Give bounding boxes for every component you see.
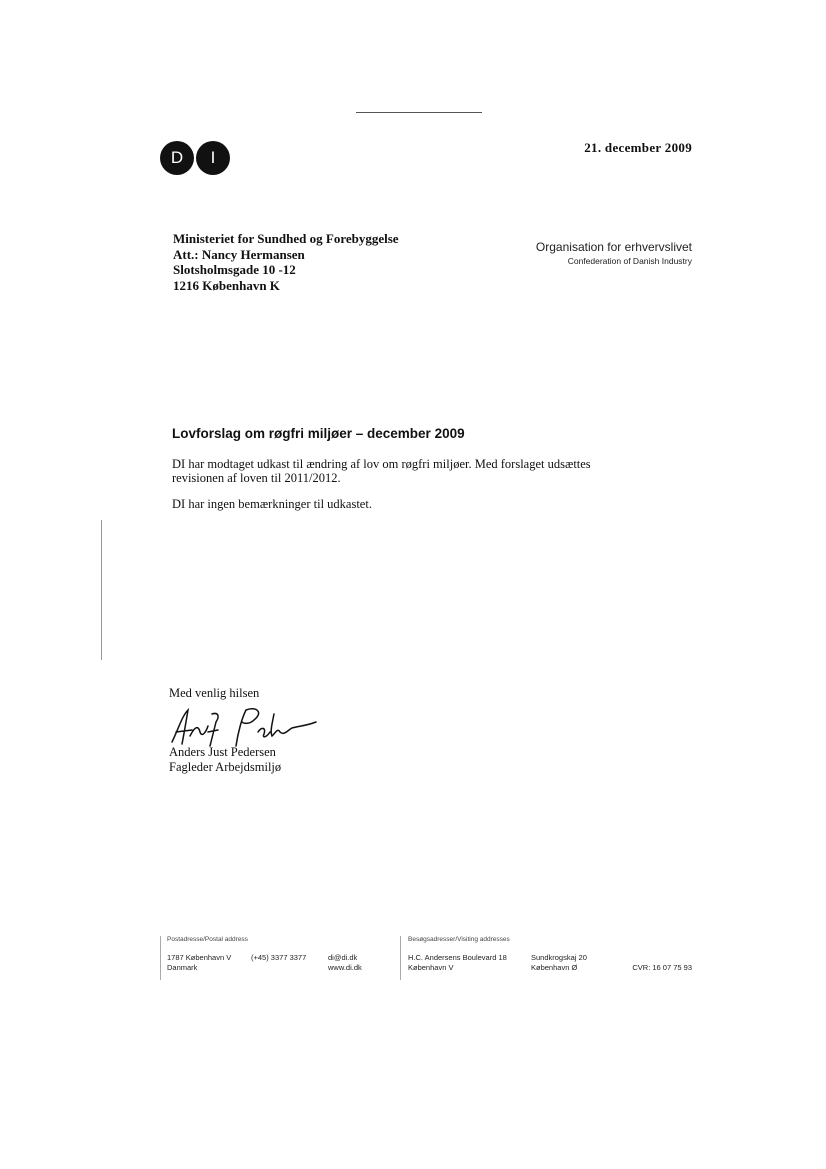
visit-line: København V bbox=[408, 963, 454, 972]
signer-name: Anders Just Pedersen bbox=[169, 745, 276, 759]
recipient-line: Ministeriet for Sundhed og Forebyggelse bbox=[173, 231, 399, 246]
di-logo bbox=[160, 141, 230, 175]
footer-divider bbox=[160, 936, 161, 980]
organisation-block bbox=[536, 240, 692, 266]
logo-circle-i: I bbox=[196, 141, 230, 175]
letter-body bbox=[172, 457, 642, 523]
visit-line: H.C. Andersens Boulevard 18 bbox=[408, 953, 507, 962]
footer-email: di@di.dk bbox=[328, 953, 358, 962]
footer-contact bbox=[328, 953, 362, 973]
footer-divider bbox=[400, 936, 401, 980]
margin-line bbox=[101, 520, 102, 660]
top-rule bbox=[356, 112, 482, 113]
postal-address bbox=[167, 953, 231, 973]
visiting-address-2 bbox=[531, 953, 587, 973]
visit-line: Sundkrogskaj 20 bbox=[531, 953, 587, 962]
signer-title: Fagleder Arbejdsmiljø bbox=[169, 760, 282, 774]
visiting-address-1 bbox=[408, 953, 507, 973]
footer-web: www.di.dk bbox=[328, 963, 362, 972]
logo-circle-d: D bbox=[160, 141, 194, 175]
visit-line: København Ø bbox=[531, 963, 578, 972]
visiting-label: Besøgsadresser/Visiting addresses bbox=[408, 936, 510, 943]
letter-date: 21. december 2009 bbox=[584, 140, 692, 155]
recipient-line: 1216 København K bbox=[173, 277, 280, 293]
postal-label: Postadresse/Postal address bbox=[167, 936, 248, 943]
recipient-address bbox=[173, 231, 399, 293]
footer-cvr: CVR: 16 07 75 93 bbox=[632, 963, 692, 972]
body-paragraph: DI har ingen bemærkninger til udkastet. bbox=[172, 497, 372, 511]
organisation-name-en: Confederation of Danish Industry bbox=[567, 256, 692, 266]
organisation-name: Organisation for erhvervslivet bbox=[535, 240, 692, 254]
body-paragraph: DI har modtaget udkast til ændring af lov om røgfri miljøer. Med forslaget udsættes revisionen af loven til 2011/2012. bbox=[172, 457, 591, 485]
recipient-line: Slotsholmsgade 10 -12 bbox=[173, 262, 296, 277]
closing-greeting: Med venlig hilsen bbox=[169, 686, 260, 700]
letter-subject: Lovforslag om røgfri miljøer – december 2009 bbox=[172, 426, 465, 441]
recipient-line: Att.: Nancy Hermansen bbox=[173, 246, 305, 262]
postal-line: 1787 København V bbox=[167, 953, 232, 962]
footer-phone: (+45) 3377 3377 bbox=[251, 953, 307, 962]
postal-line: Danmark bbox=[167, 963, 198, 972]
signer-block bbox=[169, 745, 281, 775]
